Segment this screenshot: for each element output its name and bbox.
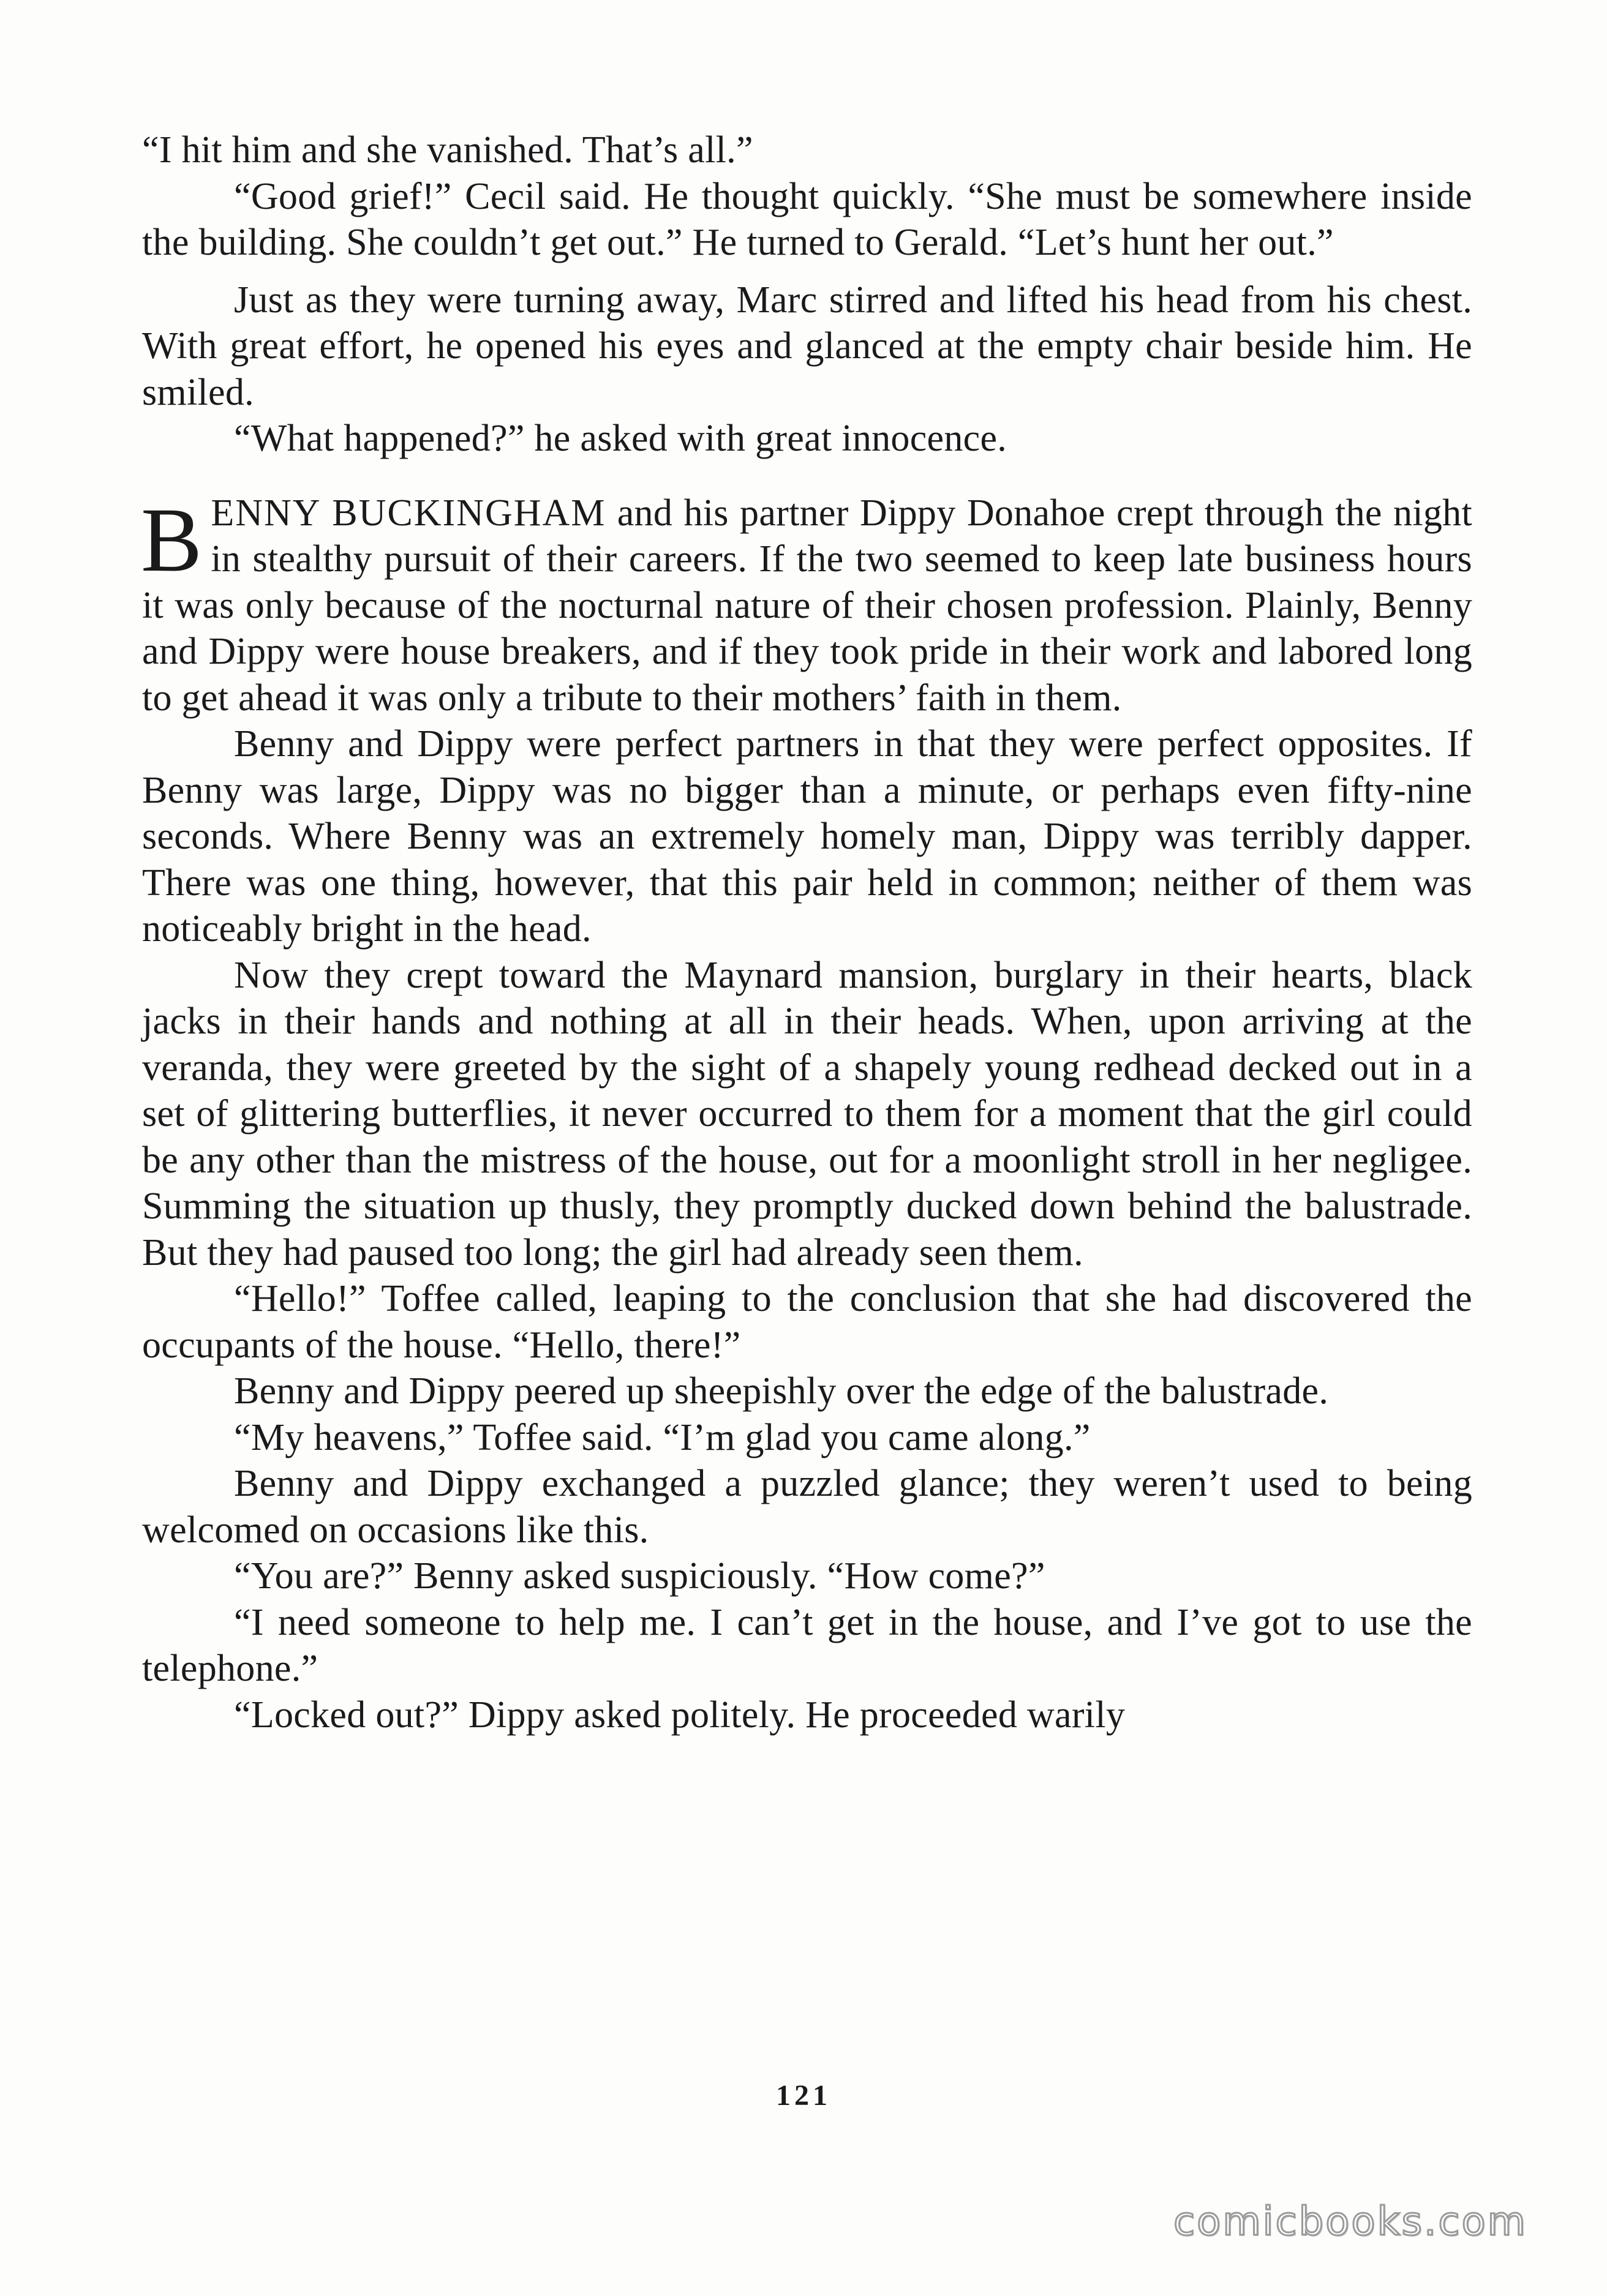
paragraph: Benny and Dippy exchanged a puzzled glance; they weren’t used to being welcomed on occasions like this. xyxy=(142,1463,1472,1551)
paragraph: Benny and Dippy peered up sheepishly over the edge of the balustrade. xyxy=(234,1370,1329,1412)
paragraph: “My heavens,” Toffee said. “I’m glad you came along.” xyxy=(234,1416,1091,1458)
paragraph-text: and his partner Dippy Donahoe crept through the night in stealthy pursuit of their careers. If the two seemed to keep late business hours it was only because of the nocturnal nature of their chosen profession. Plainly, Benny and Dippy were house breakers, and if they took pride in their work and labored long to get ahead it was only a tribute to their mothers’ faith in them. xyxy=(142,492,1472,719)
section-opening-paragraph xyxy=(142,490,1472,722)
body-text xyxy=(142,127,1472,1738)
lead-in-caps: ENNY BUCKINGHAM xyxy=(211,492,606,534)
section-break xyxy=(142,462,1472,490)
paragraph: “I need someone to help me. I can’t get in the house, and I’ve got to use the telephone.” xyxy=(142,1601,1472,1689)
paragraph: “What happened?” he asked with great innocence. xyxy=(234,418,1007,459)
paragraph: Benny and Dippy were perfect partners in that they were perfect opposites. If Benny was large, Dippy was no bigger than a minute, or perhaps even fifty-nine seconds. Where Benny was an extremely homely man, Dippy was terribly dapper. There was one thing, however, that this pair held in common; neither of them was noticeably bright in the head. xyxy=(142,723,1472,950)
watermark-logo: comicbooks.com xyxy=(1173,2199,1527,2245)
page-number: 121 xyxy=(776,2079,831,2112)
paragraph: “Locked out?” Dippy asked politely. He proceeded warily xyxy=(234,1694,1126,1736)
paragraph: “Hello!” Toffee called, leaping to the conclusion that she had discovered the occupants of the house. “Hello, there!” xyxy=(142,1278,1472,1366)
paragraph: “Good grief!” Cecil said. He thought quickly. “She must be somewhere inside the building. She couldn’t get out.” He turned to Gerald. “Let’s hunt her out.” xyxy=(142,175,1472,263)
paragraph: Just as they were turning away, Marc stirred and lifted his head from his chest. With great effort, he opened his eyes and glanced at the empty chair beside him. He smiled. xyxy=(142,279,1472,413)
drop-cap: B xyxy=(141,489,203,591)
paragraph: “You are?” Benny asked suspiciously. “How come?” xyxy=(234,1555,1045,1597)
paragraph: “I hit him and she vanished. That’s all.” xyxy=(142,129,753,171)
paragraph: Now they crept toward the Maynard mansion, burglary in their hearts, black jacks in their hands and nothing at all in their heads. When, upon arriving at the veranda, they were greeted by the sight of a shapely young redhead decked out in a set of glittering butterflies, it never occurred to them for a moment that the girl could be any other than the mistress of the house, out for a moonlight stroll in her negligee. Summing the situation up thusly, they promptly ducked down behind the balustrade. But they had paused too long; the girl had already seen them. xyxy=(142,954,1472,1274)
